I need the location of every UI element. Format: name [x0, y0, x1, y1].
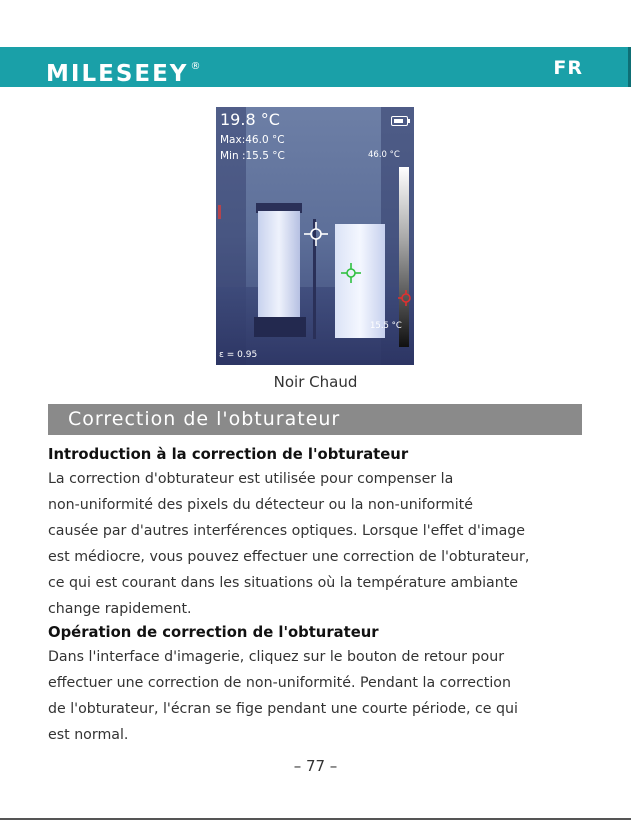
section-header: [48, 404, 582, 435]
page-header: [0, 47, 631, 87]
text-line: La correction d'obturateur est utilisée pour compenser la: [48, 471, 454, 487]
section-content: [48, 444, 583, 748]
scale-min-label: 15.5 °C: [370, 321, 402, 331]
text-line: est normal.: [48, 727, 129, 743]
emissivity-label: ε = 0.95: [219, 350, 258, 360]
language-label: FR: [553, 57, 583, 79]
section-title: Correction de l'obturateur: [68, 408, 341, 430]
subsection-body-operation: [48, 644, 583, 748]
text-line: Dans l'interface d'imagerie, cliquez sur le bouton de retour pour: [48, 649, 505, 665]
text-line: non-uniformité des pixels du détecteur ou la non-uniformité: [48, 497, 473, 513]
center-temperature: 19.8 °C: [220, 110, 280, 129]
page-number: – 77 –: [293, 757, 338, 775]
battery-icon: [391, 116, 408, 126]
text-line: change rapidement.: [48, 601, 192, 617]
text-line: de l'obturateur, l'écran se fige pendant une courte période, ce qui: [48, 701, 518, 717]
max-temperature: Max:46.0 °C: [220, 134, 285, 146]
scale-max-label: 46.0 °C: [368, 150, 400, 160]
text-line: effectuer une correction de non-uniformité. Pendant la correction: [48, 675, 511, 691]
thermal-image: [216, 107, 414, 365]
text-line: est médiocre, vous pouvez effectuer une correction de l'obturateur,: [48, 549, 530, 565]
brand-logo: MILESEEY ®: [46, 61, 201, 87]
text-line: ce qui est courant dans les situations où la température ambiante: [48, 575, 519, 591]
subsection-body-intro: [48, 466, 583, 622]
figure-caption: Noir Chaud: [273, 373, 358, 391]
text-line: causée par d'autres interférences optiques. Lorsque l'effet d'image: [48, 523, 526, 539]
min-temperature: Min :15.5 °C: [220, 150, 285, 162]
subsection-heading-intro: Introduction à la correction de l'obturateur: [48, 446, 409, 463]
subsection-heading-operation: Opération de correction de l'obturateur: [48, 624, 379, 641]
